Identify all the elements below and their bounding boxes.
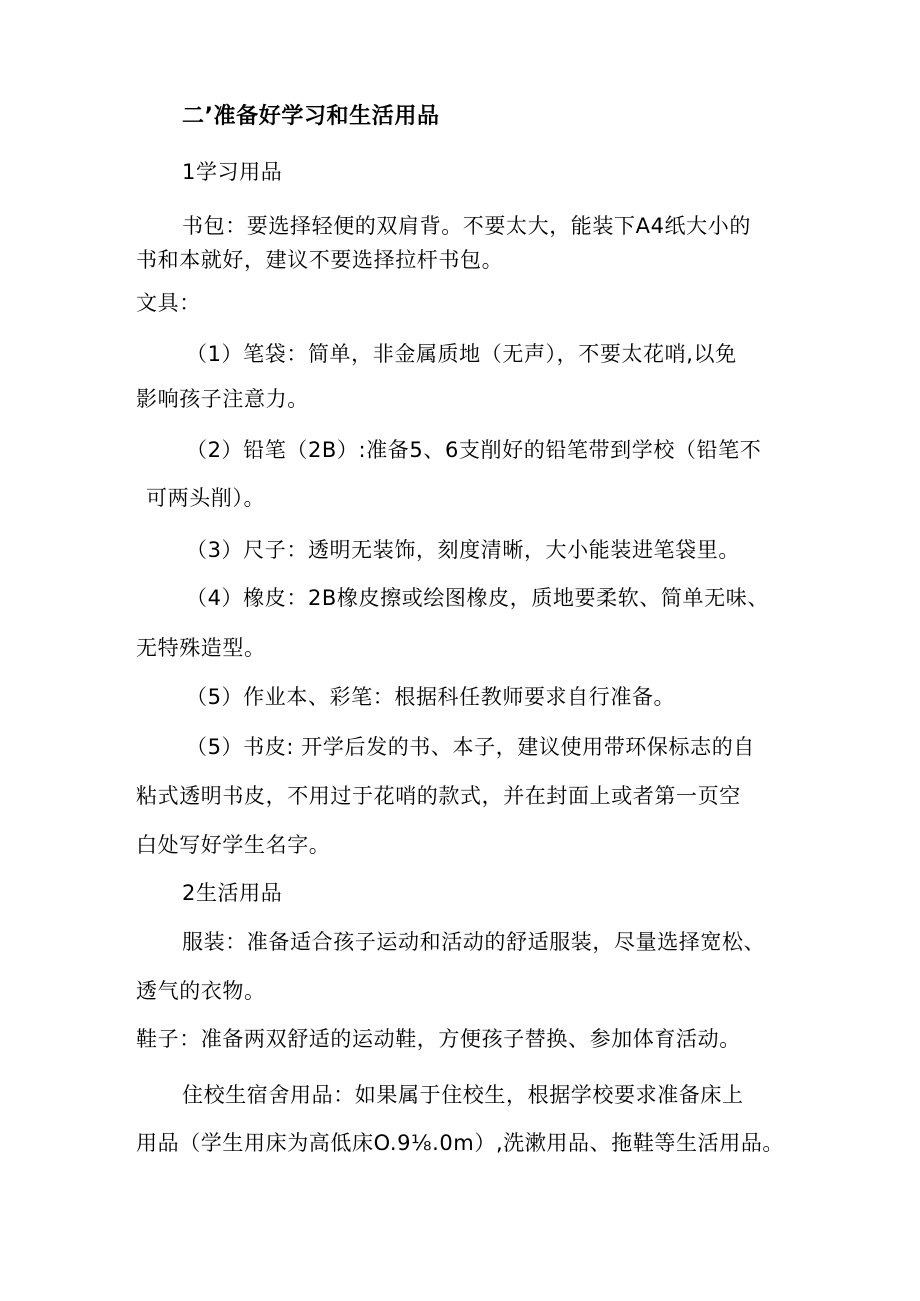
text-line: （2）铅笔（2B）:准备5、6支削好的铅笔带到学校（铅笔不 bbox=[186, 438, 762, 462]
text-line: 鞋子：准备两双舒适的运动鞋，方便孩子替换、参加体育活动。 bbox=[136, 1027, 741, 1051]
text-line: 透气的衣物。 bbox=[136, 979, 266, 1003]
text-line: 文具： bbox=[136, 291, 201, 315]
document-heading: 二’准备好学习和生活用品 bbox=[182, 104, 440, 129]
text-line: （3）尺子：透明无装饰，刻度清晰，大小能装进笔袋里。 bbox=[186, 538, 740, 562]
section-title-study-supplies: 1学习用品 bbox=[182, 160, 283, 184]
text-line: 可两头削）。 bbox=[146, 486, 266, 510]
section-title-daily-supplies: 2生活用品 bbox=[182, 881, 283, 905]
text-line: 住校生宿舍用品：如果属于住校生，根据学校要求准备床上 bbox=[182, 1083, 744, 1107]
text-line: 书和本就好，建议不要选择拉杆书包。 bbox=[136, 248, 504, 272]
text-line: 无特殊造型。 bbox=[136, 636, 266, 660]
text-line: 服装：准备适合孩子运动和活动的舒适服装，尽量选择宽松、 bbox=[182, 930, 766, 954]
text-line: （5）作业本、彩笔：根据科任教师要求自行准备。 bbox=[186, 685, 676, 709]
text-line: 影响孩子注意力。 bbox=[136, 387, 309, 411]
text-line: 用品（学生用床为高低床O.9⅛.0m）,洗漱用品、拖鞋等生活用品。 bbox=[136, 1131, 785, 1155]
text-line: （5）书皮: 开学后发的书、本子，建议使用带环保标志的自 bbox=[186, 735, 755, 759]
text-line: 粘式透明书皮，不用过于花哨的款式，并在封面上或者第一页空 bbox=[136, 784, 741, 808]
text-line: （1）笔袋：简单，非金属质地（无声），不要太花哨,以免 bbox=[186, 342, 737, 366]
text-line: 白处写好学生名字。 bbox=[136, 833, 331, 857]
text-line: 书包：要选择轻便的双肩背。不要太大，能装下A4纸大小的 bbox=[182, 214, 751, 238]
text-line: （4）橡皮：2B橡皮擦或绘图橡皮，质地要柔软、简单无味、 bbox=[186, 586, 769, 610]
